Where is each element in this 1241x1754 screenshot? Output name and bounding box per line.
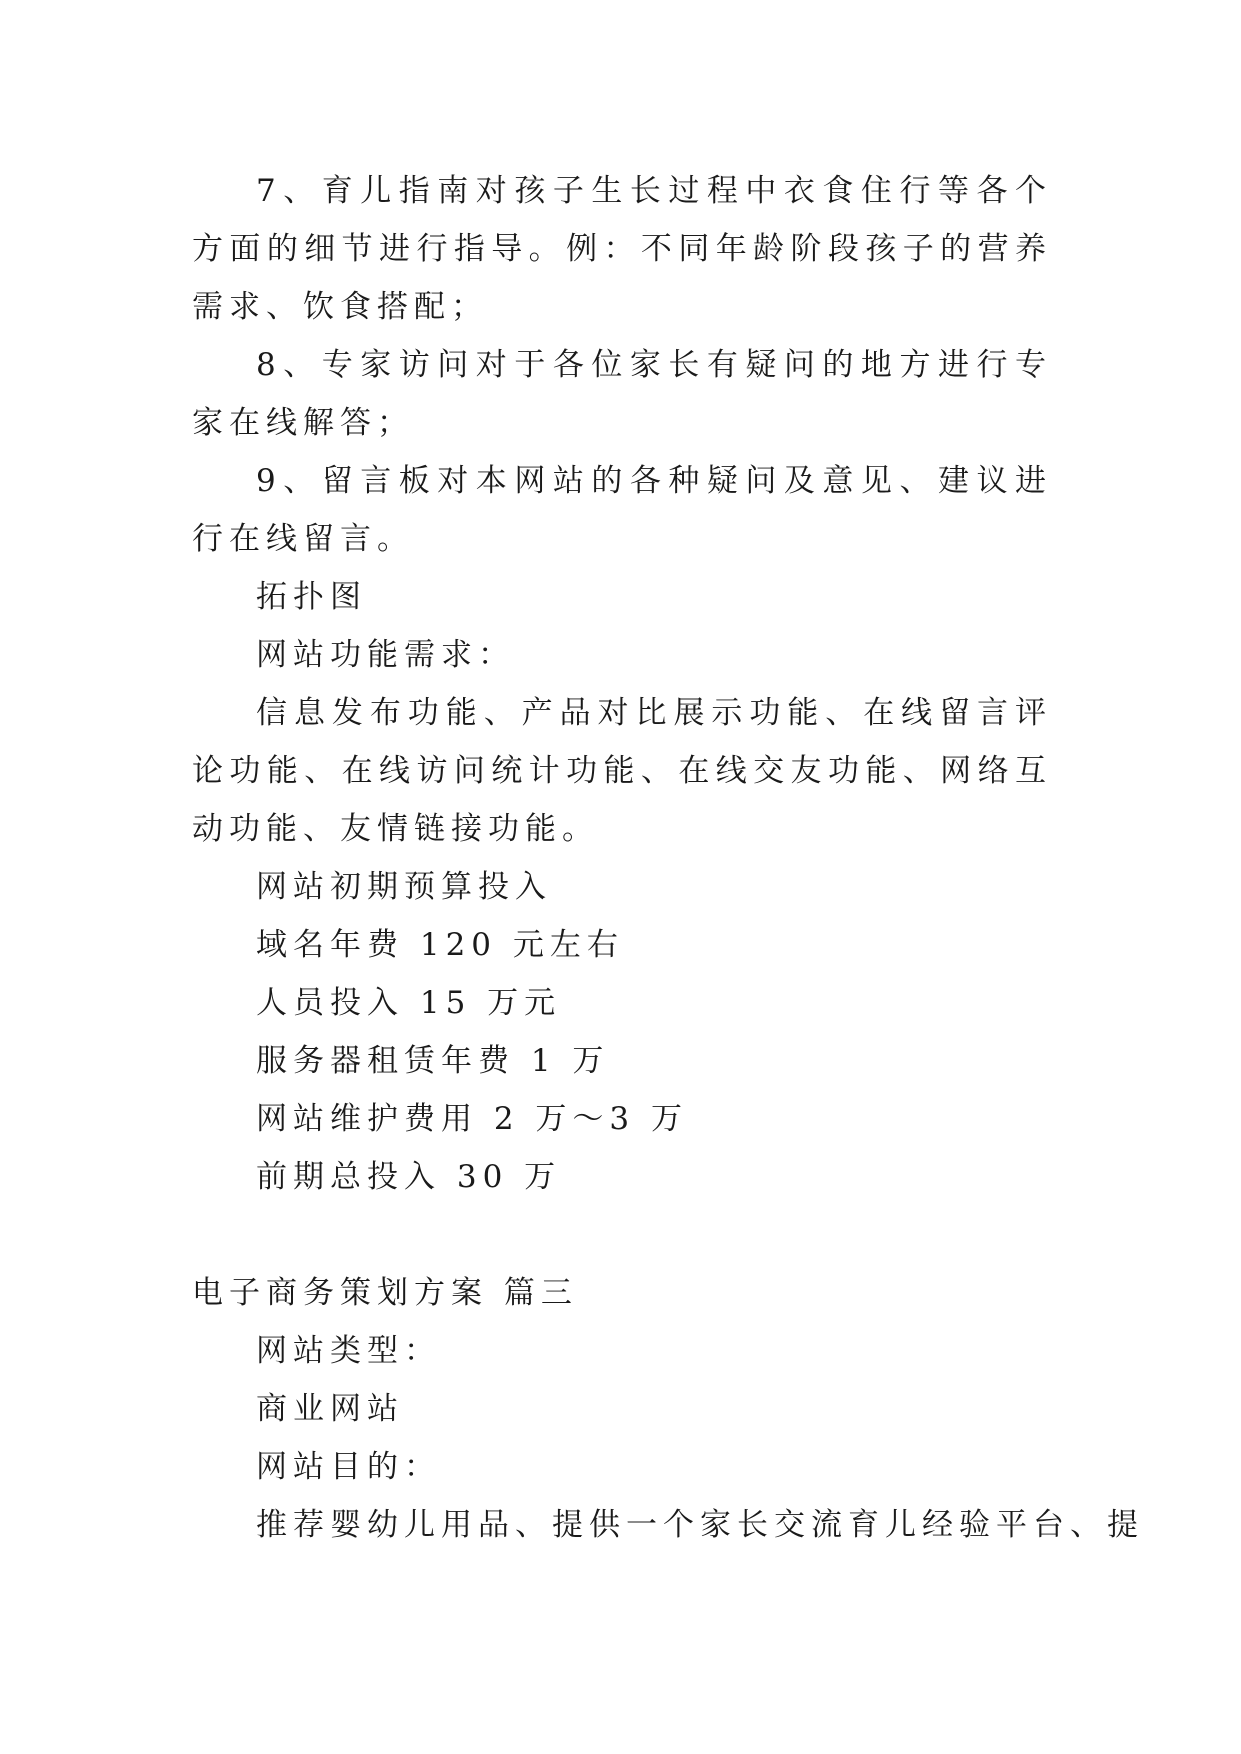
- budget-line-total: 前期总投入 30 万: [256, 1159, 562, 1195]
- function-text: 信息发布功能、产品对比展示功能、在线留言评论功能、在线访问统计功能、在线交友功能、网络互动功能、友情链接功能。: [192, 695, 1052, 847]
- budget-heading: 网站初期预算投入: [256, 869, 552, 905]
- document-body: [192, 162, 1144, 1554]
- list-item-7: 7、育儿指南对孩子生长过程中衣食住行等各个方面的细节进行指导。例：不同年龄阶段孩子的营养需求、饮食搭配；: [192, 173, 1052, 325]
- section-title: 电子商务策划方案 篇三: [192, 1275, 578, 1311]
- section-spacer: [192, 1206, 1052, 1264]
- budget-line-server: 服务器租赁年费 1 万: [256, 1043, 610, 1079]
- list-item-8: 8、专家访问对于各位家长有疑问的地方进行专家在线解答；: [192, 347, 1052, 441]
- site-purpose-text: 推荐婴幼儿用品、提供一个家长交流育儿经验平台、提: [256, 1507, 1144, 1543]
- site-type-label: 网站类型：: [256, 1333, 441, 1369]
- budget-line-domain: 域名年费 120 元左右: [256, 927, 624, 963]
- list-item-9: 9、留言板对本网站的各种疑问及意见、建议进行在线留言。: [192, 463, 1052, 557]
- function-heading: 网站功能需求：: [256, 637, 515, 673]
- budget-line-staff: 人员投入 15 万元: [256, 985, 562, 1021]
- budget-line-maintenance: 网站维护费用 2 万～3 万: [256, 1101, 689, 1137]
- topology-label: 拓扑图: [256, 579, 367, 615]
- site-purpose-label: 网站目的：: [256, 1449, 441, 1485]
- site-type-value: 商业网站: [256, 1391, 404, 1427]
